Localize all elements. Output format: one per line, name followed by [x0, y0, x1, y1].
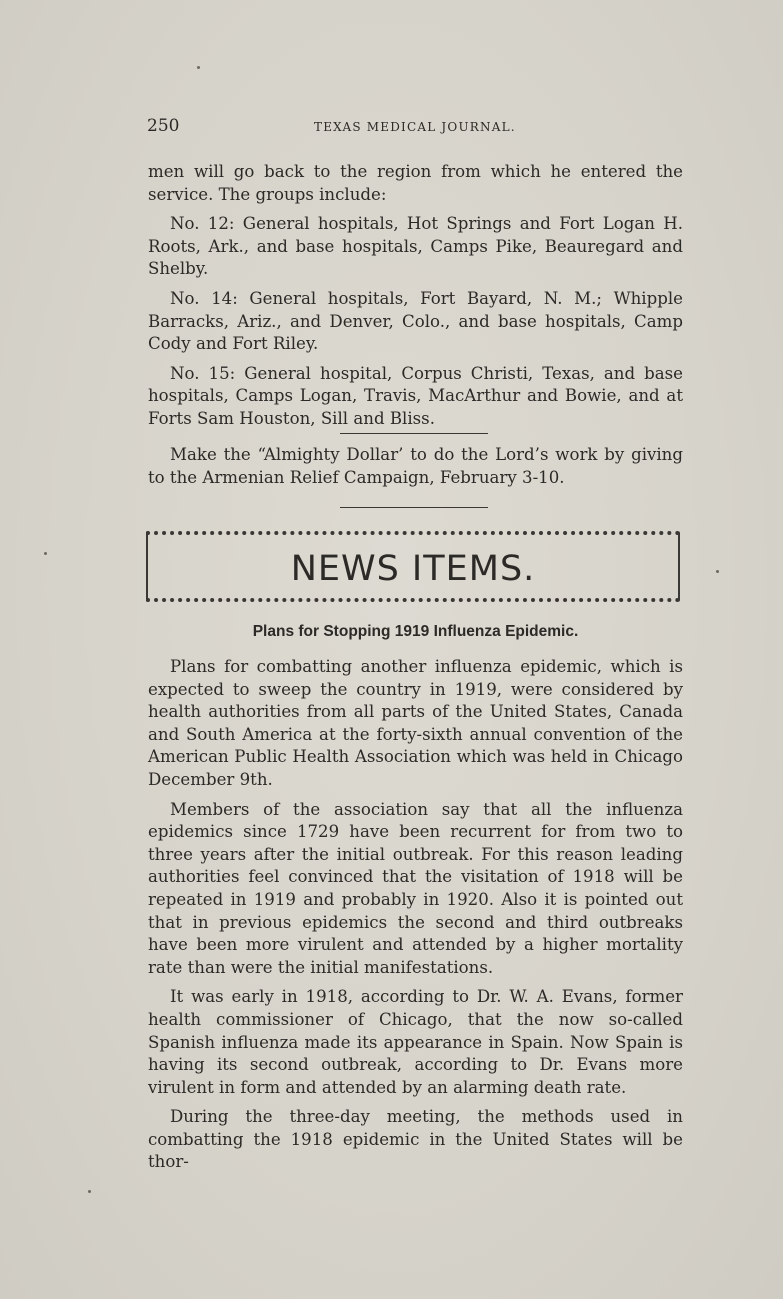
notice-paragraph: Make the “Almighty Dollar’ to do the Lord’s work by giving to the Armenian Relief Campaign, February 3-10. [148, 445, 683, 487]
intro-text [148, 161, 683, 438]
news-items-banner [146, 531, 680, 602]
intro-paragraph: No. 12: General hospitals, Hot Springs and Fort Logan H. Roots, Ark., and base hospitals, Camps Pike, Beauregard and Shelby. [148, 214, 683, 279]
article-body [148, 656, 683, 1181]
intro-paragraph: No. 15: General hospital, Corpus Christi, Texas, and base hospitals, Camps Logan, Travis, MacArthur and Bowie, and at Forts Sam Houston, Sill and Bliss. [148, 363, 683, 428]
intro-paragraph: No. 14: General hospitals, Fort Bayard, N. M.; Whipple Barracks, Ariz., and Denver, Colo., and base hospitals, Camp Cody and Fort Riley. [148, 288, 683, 354]
article-title: Plans for Stopping 1919 Influenza Epidemic. [252, 623, 579, 640]
divider-rule [340, 507, 488, 508]
article-paragraph: Members of the association say that all the influenza epidemics since 1729 have been recurrent for from two to three years after the initial outbreak. For this reason leading authorities feel convinced that the visitation of 1918 will be repeated in 1919 and probably in 1920. Also it is pointed out that in previous epidemics the second and third outbreaks have been more virulent and attended by a higher mortality rate than were the initial manifestations. [148, 799, 683, 977]
section-heading: NEWS ITEMS. [290, 549, 536, 589]
notice-text [148, 444, 683, 496]
page-header [147, 116, 687, 138]
paper-speck [197, 66, 200, 69]
paper-speck [716, 570, 719, 573]
paper-speck [44, 552, 47, 555]
article-paragraph: During the three-day meeting, the methods used in combatting the 1918 epidemic in the United States will be thor- [148, 1107, 683, 1172]
paper-speck [88, 1190, 91, 1193]
article-paragraph: It was early in 1918, according to Dr. W. A. Evans, former health commissioner of Chicago, that the now so-called Spanish influenza made its appearance in Spain. Now Spain is having its second outbreak, according to Dr. Evans more virulent in form and attended by an alarming death rate. [148, 987, 683, 1097]
divider-rule [340, 433, 488, 434]
intro-paragraph: men will go back to the region from which he entered the service. The groups include: [148, 162, 683, 204]
running-head: TEXAS MEDICAL JOURNAL. [314, 120, 516, 134]
article-paragraph: Plans for combatting another influenza epidemic, which is expected to sweep the country in 1919, were considered by health authorities from all parts of the United States, Canada and South America at the forty-sixth annual convention of the American Public Health Association which was held in Chicago December 9th. [148, 657, 683, 789]
page-number: 250 [147, 116, 180, 136]
